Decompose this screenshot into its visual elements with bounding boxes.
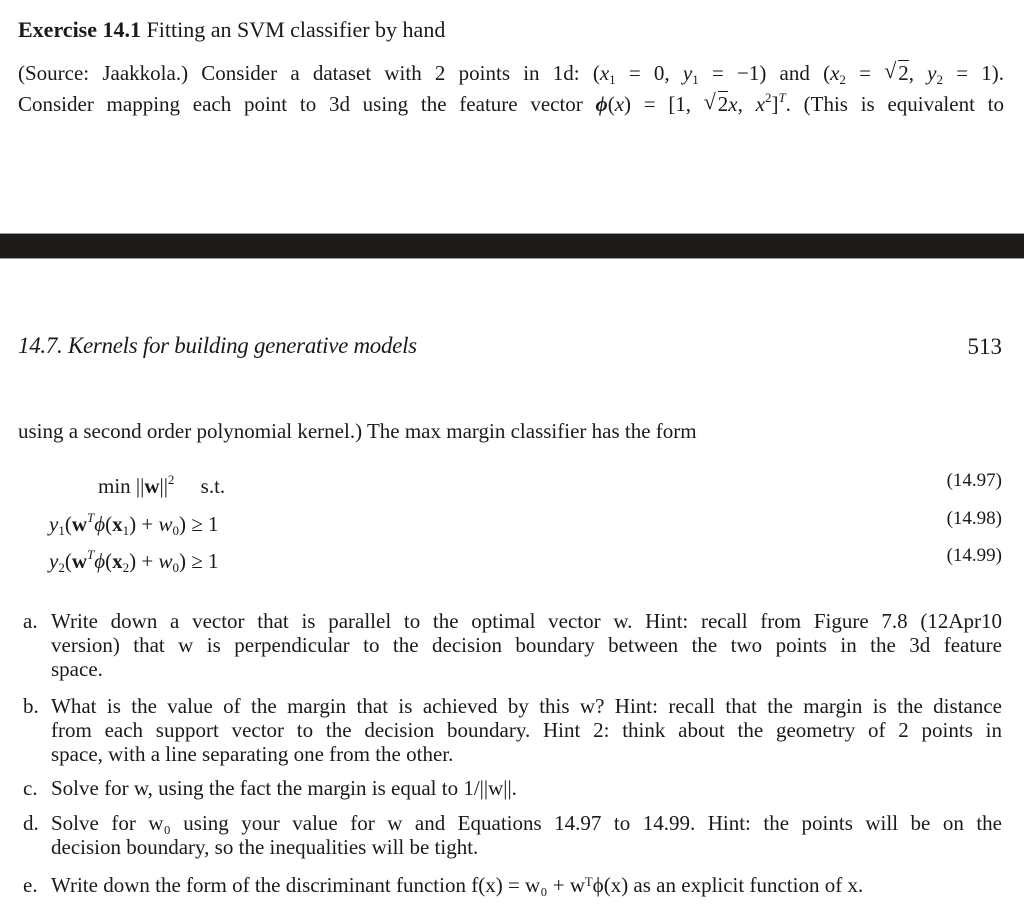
- equation-14-99: $y_2(w^T\phi(x_2) + w_0) \ge 1$: [49, 547, 219, 575]
- question-c: [0, 776, 1024, 800]
- question-a: [0, 609, 1024, 681]
- exercise-title: Fitting an SVM classifier by hand: [146, 17, 446, 42]
- dataset-math: ($x_1 = 0$, $y_1 = -1$) and ($x_2$ = √ 2, $y_2 = 1$).: [593, 61, 1004, 85]
- question-line: space.: [51, 657, 103, 681]
- question-e: [0, 873, 1024, 897]
- question-line: decision boundary, so the inequalities will be tight.: [51, 835, 479, 859]
- exercise-line-2: [18, 86, 1004, 116]
- exercise-text: (This is equivalent to: [803, 92, 1004, 116]
- feature-map-math: ϕ(x) = [1, √ 2x, $x^2]^T$.: [596, 92, 791, 116]
- equation-14-98: $y_1(w^T\phi(x_1) + w_0) \ge 1$: [49, 510, 219, 538]
- continuation-text: using a second order polynomial kernel.) The max margin classifier has the form: [18, 419, 697, 443]
- question-line: version) that w is perpendicular to the decision boundary between the two points in the 3d feature: [51, 633, 1002, 657]
- question-d: [0, 811, 1024, 859]
- question-letter: e.: [23, 873, 38, 897]
- exercise-heading: [18, 18, 445, 42]
- exercise-label: Exercise 14.1: [18, 17, 142, 42]
- question-line: What is the value of the margin that is achieved by this w? Hint: recall that the margin is the distance: [51, 694, 1002, 718]
- question-letter: d.: [23, 811, 39, 835]
- question-b: [0, 694, 1024, 766]
- equation-number: (14.98): [946, 508, 1002, 529]
- question-letter: b.: [23, 694, 39, 718]
- question-line: Solve for w, using the fact the margin is equal to 1/||w||.: [51, 776, 517, 800]
- equation-14-97: $\min ||w||^2$ s.t.: [98, 472, 226, 498]
- page-divider-bar: [0, 233, 1024, 259]
- question-letter: c.: [23, 776, 38, 800]
- equation-number: (14.97): [946, 470, 1002, 491]
- exercise-text: (Source: Jaakkola.) Consider a dataset with 2 points in 1d:: [18, 61, 580, 85]
- question-line: Write down a vector that is parallel to the optimal vector w. Hint: recall from Figure 7.8 (12Apr10: [51, 609, 1002, 633]
- exercise-text: Consider mapping each point to 3d using the feature vector: [18, 92, 583, 116]
- question-line: Solve for w₀ using your value for w and Equations 14.97 to 14.99. Hint: the points will be on the: [51, 811, 1002, 835]
- running-head-section: 14.7. Kernels for building generative models: [18, 333, 417, 358]
- question-line: space, with a line separating one from the other.: [51, 742, 454, 766]
- page-number: 513: [967, 334, 1002, 359]
- equation-number: (14.99): [946, 545, 1002, 566]
- question-letter: a.: [23, 609, 38, 633]
- question-line: Write down the form of the discriminant function f(x) = w₀ + wᵀϕ(x) as an explicit function of x.: [51, 873, 864, 897]
- question-line: from each support vector to the decision boundary. Hint 2: think about the geometry of 2 points in: [51, 718, 1002, 742]
